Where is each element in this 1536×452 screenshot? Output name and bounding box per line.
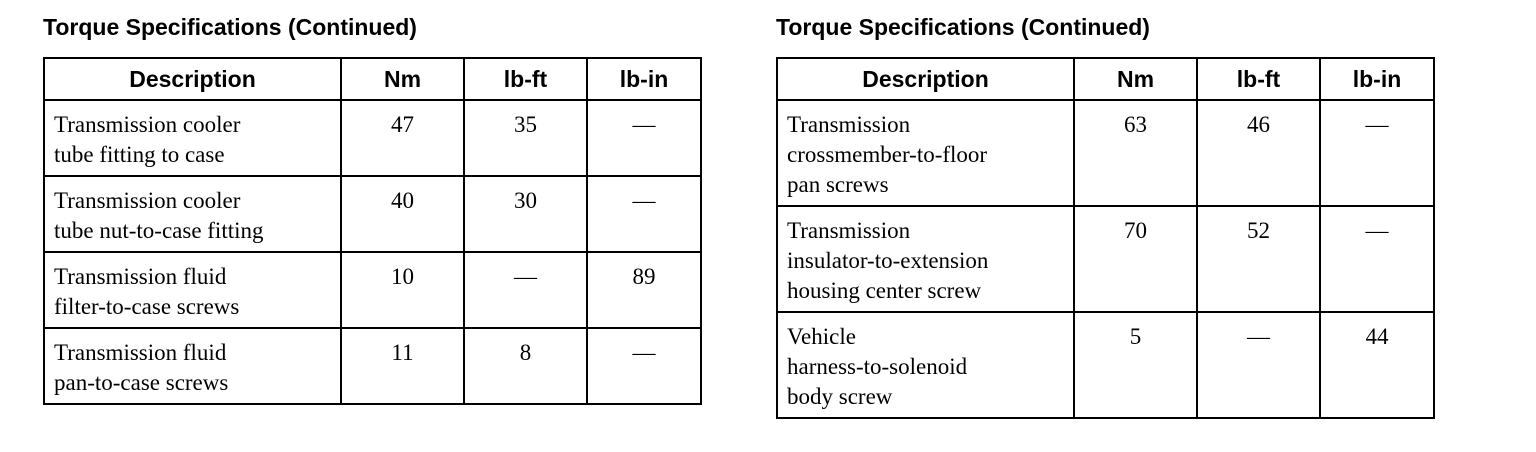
description-line: Transmission fluid: [54, 264, 227, 289]
table-title: Torque Specifications (Continued): [43, 14, 417, 40]
description-cell: [44, 252, 341, 328]
table-title: Torque Specifications (Continued): [776, 14, 1150, 40]
nm-cell: 70: [1074, 206, 1197, 312]
lbft-cell: 30: [464, 176, 587, 252]
lbin-cell: —: [587, 176, 701, 252]
description-line: Transmission: [787, 218, 911, 243]
lbft-cell: 8: [464, 328, 587, 404]
description-line: pan-to-case screws: [54, 370, 229, 395]
torque-spec-table-right: [776, 57, 1435, 419]
header-lbft: lb-ft: [464, 58, 587, 100]
description-cell: [777, 206, 1074, 312]
lbft-cell: 46: [1197, 100, 1320, 206]
table-row: [777, 100, 1434, 206]
description-line: pan screws: [787, 172, 889, 197]
header-lbin: lb-in: [1320, 58, 1434, 100]
torque-spec-panel-right: [776, 12, 1435, 419]
description-line: Transmission fluid: [54, 340, 227, 365]
header-row: [777, 58, 1434, 100]
table-row: [44, 176, 701, 252]
description-line: tube nut-to-case fitting: [54, 218, 264, 243]
lbin-cell: —: [587, 328, 701, 404]
header-description: Description: [44, 58, 341, 100]
description-line: insulator-to-extension: [787, 248, 989, 273]
nm-cell: 40: [341, 176, 464, 252]
description-cell: [44, 100, 341, 176]
nm-cell: 10: [341, 252, 464, 328]
description-line: crossmember-to-floor: [787, 142, 988, 167]
nm-cell: 11: [341, 328, 464, 404]
description-cell: [44, 176, 341, 252]
description-cell: [44, 328, 341, 404]
header-lbft: lb-ft: [1197, 58, 1320, 100]
lbft-cell: 52: [1197, 206, 1320, 312]
description-line: housing center screw: [787, 278, 982, 303]
header-description: Description: [777, 58, 1074, 100]
torque-spec-table-left: [43, 57, 702, 405]
lbin-cell: —: [1320, 100, 1434, 206]
lbin-cell: 44: [1320, 312, 1434, 418]
description-line: tube fitting to case: [54, 142, 225, 167]
lbin-cell: 89: [587, 252, 701, 328]
nm-cell: 63: [1074, 100, 1197, 206]
description-line: harness-to-solenoid: [787, 354, 968, 379]
description-line: Transmission cooler: [54, 188, 241, 213]
lbft-cell: —: [464, 252, 587, 328]
lbft-cell: —: [1197, 312, 1320, 418]
description-line: Transmission cooler: [54, 112, 241, 137]
lbin-cell: —: [587, 100, 701, 176]
header-row: [44, 58, 701, 100]
description-cell: [777, 100, 1074, 206]
header-nm: Nm: [341, 58, 464, 100]
description-line: Vehicle: [787, 324, 856, 349]
nm-cell: 47: [341, 100, 464, 176]
header-nm: Nm: [1074, 58, 1197, 100]
torque-spec-panel-left: [43, 12, 702, 405]
table-row: [777, 312, 1434, 418]
description-cell: [777, 312, 1074, 418]
table-row: [44, 252, 701, 328]
description-line: filter-to-case screws: [54, 294, 240, 319]
table-row: [777, 206, 1434, 312]
table-row: [44, 328, 701, 404]
lbft-cell: 35: [464, 100, 587, 176]
description-line: Transmission: [787, 112, 911, 137]
nm-cell: 5: [1074, 312, 1197, 418]
lbin-cell: —: [1320, 206, 1434, 312]
header-lbin: lb-in: [587, 58, 701, 100]
description-line: body screw: [787, 384, 893, 409]
table-row: [44, 100, 701, 176]
